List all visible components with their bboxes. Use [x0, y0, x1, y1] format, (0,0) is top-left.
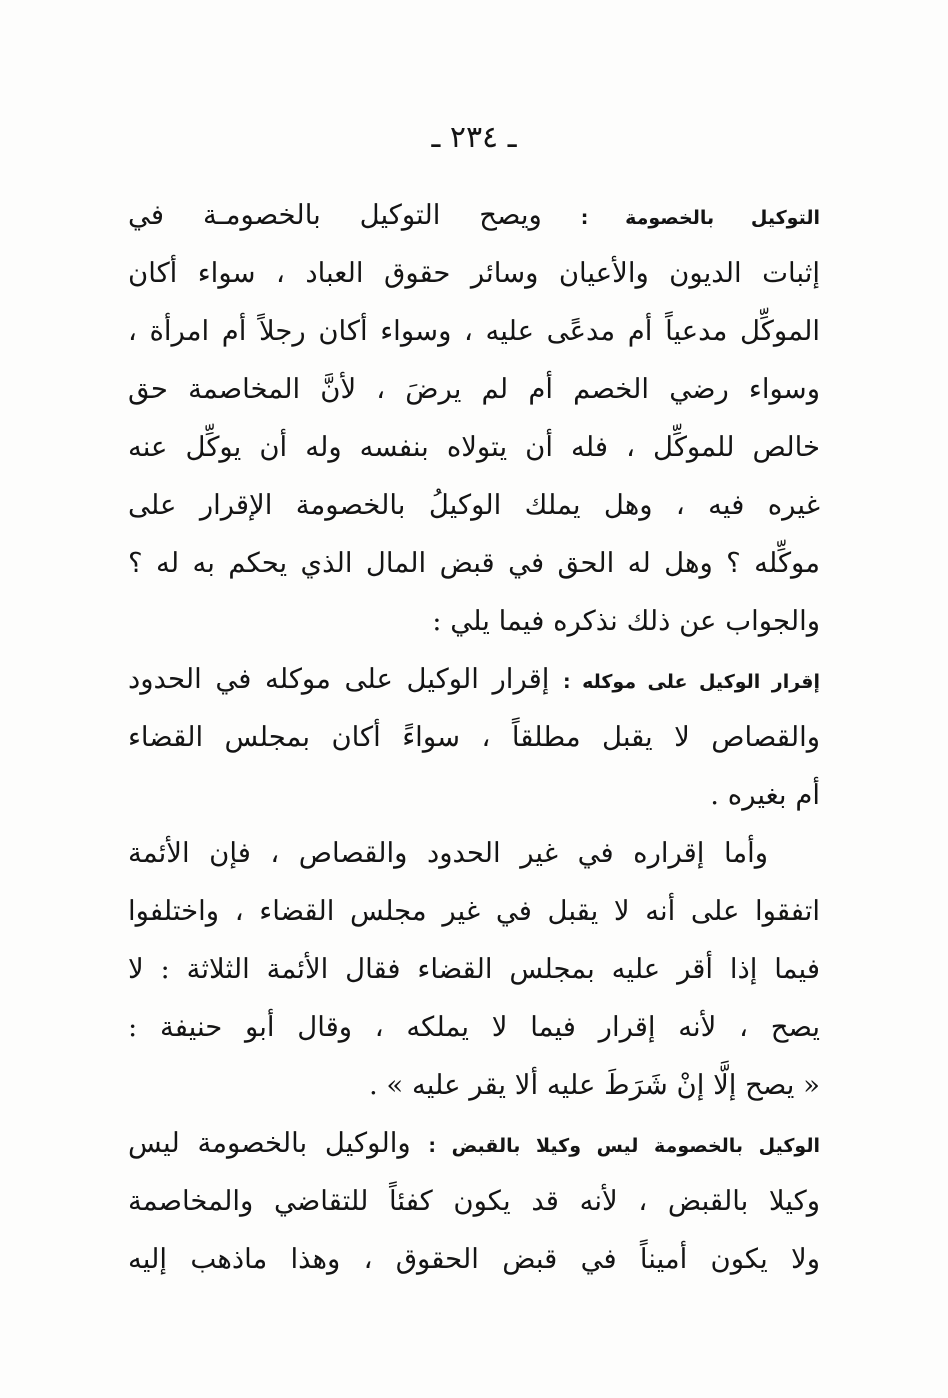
text-line: فيما إذا أقر عليه بمجلس القضاء فقال الأئمة الثلاثة : لا: [128, 953, 820, 985]
text-line: ولا يكون أميناً في قبض الحقوق ، وهذا ماذهب إليه: [128, 1243, 820, 1275]
section-heading: التوكيل بالخصومة :: [580, 207, 820, 229]
body-text: [128, 186, 820, 1288]
text-line: والقصاص لا يقبل مطلقاً ، سواءً أكان بمجلس القضاء: [128, 721, 820, 753]
text-line: وأما إقراره في غير الحدود والقصاص ، فإن الأئمة: [128, 837, 768, 869]
text-line: وسواء رضي الخصم أم لم يرضَ ، لأنَّ المخاصمة حق: [128, 373, 820, 405]
text-line: غيره فيه ، وهل يملك الوكيلُ بالخصومة الإقرار على: [128, 489, 820, 521]
text-line: اتفقوا على أنه لا يقبل في غير مجلس القضاء ، واختلفوا: [128, 895, 820, 927]
text-line: إثبات الديون والأعيان وسائر حقوق العباد ، سواء أكان: [128, 257, 820, 289]
text-line: إقرار الوكيل على موكله : إقرار الوكيل على موكله في الحدود: [128, 663, 820, 695]
text-line: يصح ، لأنه إقرار فيما لا يملكه ، وقال أبو حنيفة :: [128, 1011, 820, 1043]
text-line: الموكِّل مدعياً أم مدعًى عليه ، وسواء أكان رجلاً أم امرأة ،: [128, 315, 820, 347]
section-heading: إقرار الوكيل على موكله :: [563, 671, 820, 693]
page-number: ـ ٢٣٤ ـ: [431, 120, 517, 155]
text-line: الوكيل بالخصومة ليس وكيلا بالقبض : والوكيل بالخصومة ليس: [128, 1127, 820, 1159]
text-line: خالص للموكِّل ، فله أن يتولاه بنفسه وله أن يوكِّل عنه: [128, 431, 820, 463]
text-line: والجواب عن ذلك نذكره فيما يلي :: [432, 605, 820, 637]
text-line: موكِّله ؟ وهل له الحق في قبض المال الذي يحكم به له ؟: [128, 547, 820, 579]
text-line: وكيلا بالقبض ، لأنه قد يكون كفئاً للتقاضي والمخاصمة: [128, 1185, 820, 1217]
text-line: « يصح إلَّا إنْ شَرَطَ عليه ألا يقر عليه » .: [368, 1069, 820, 1101]
text-line: أم بغيره .: [710, 779, 820, 811]
text-line: التوكيل بالخصومة : ويصح التوكيل بالخصومـة في: [128, 199, 820, 231]
section-heading: الوكيل بالخصومة ليس وكيلا بالقبض :: [428, 1135, 820, 1157]
